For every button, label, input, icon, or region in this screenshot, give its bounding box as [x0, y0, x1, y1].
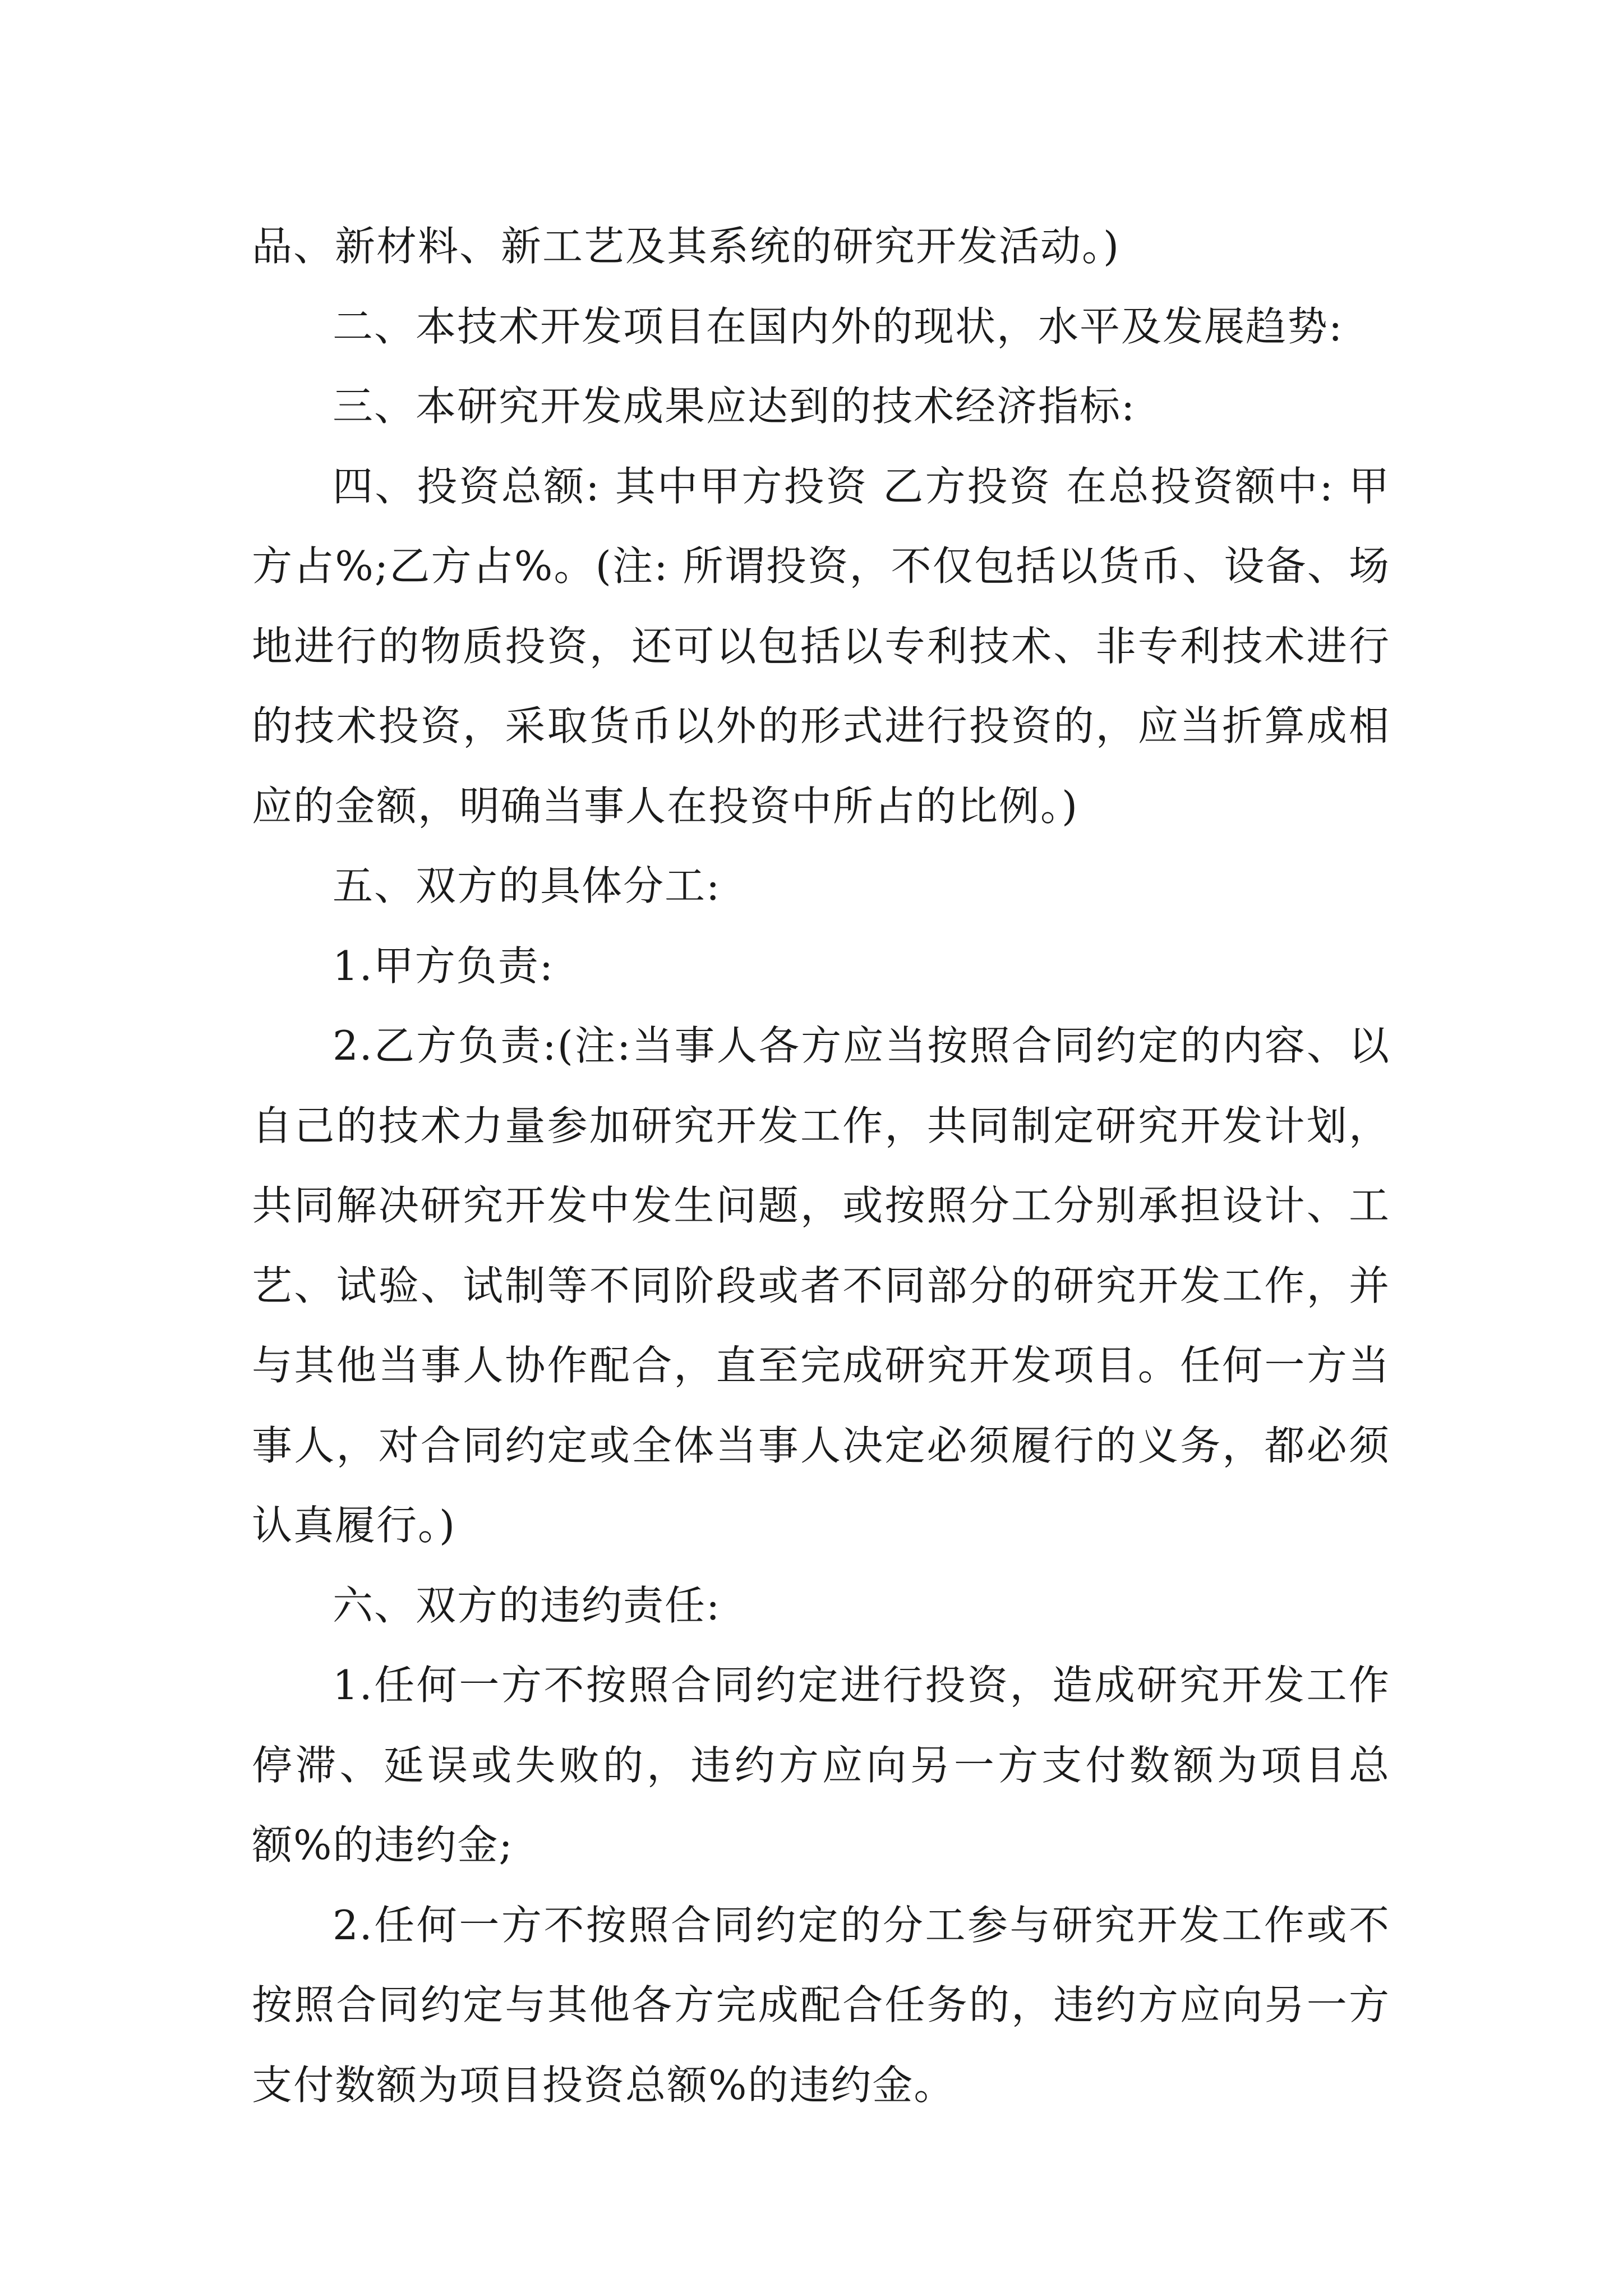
- paragraph-section-5-item-1: 1.甲方负责:: [333, 942, 554, 990]
- paragraph-section-6-item-1: 1.任何一方不按照合同约定进行投资，造成研究开发工作停滞、延误或失败的，违约方应向另一方支付数额为项目总额%的违约金;: [252, 1662, 1390, 1869]
- paragraph-section-6-item-2: 2.任何一方不按照合同约定的分工参与研究开发工作或不按照合同约定与其他各方完成配合任务的，违约方应向另一方支付数额为项目投资总额%的违约金。: [252, 1901, 1390, 2109]
- paragraph-section-2: 二、本技术开发项目在国内外的现状，水平及发展趋势:: [333, 302, 1344, 350]
- paragraph-continuation: 品、新材料、新工艺及其系统的研究开发活动。): [252, 223, 1121, 270]
- paragraph-section-3: 三、本研究开发成果应达到的技术经济指标:: [333, 383, 1136, 430]
- paragraph-section-5: 五、双方的具体分工:: [333, 862, 721, 909]
- paragraph-section-6: 六、双方的违约责任:: [333, 1581, 721, 1629]
- paragraph-section-5-item-2: 2.乙方负责:(注:当事人各方应当按照合同约定的内容、以自己的技术力量参加研究开发工作，共同制定研究开发计划，共同解决研究开发中发生问题，或按照分工分别承担设计、工艺、试验、试制等不同阶段或者不同部分的研究开发工作，并与其他当事人协作配合，直至完成研究开发项目。任何一方当事人，对合同约定或全体当事人决定必须履行的义务，都必须认真履行。): [252, 1022, 1390, 1549]
- paragraph-section-4: 四、投资总额: 其中甲方投资 乙方投资 在总投资额中: 甲方占%;乙方占%。(注: 所谓投资，不仅包括以货币、设备、场地进行的物质投资，还可以包括以专利技术、非专利技术进行的技术投资，采取货币以外的形式进行投资的，应当折算成相应的金额，明确当事人在投资中所占的比例。): [252, 462, 1390, 830]
- document-body: [252, 206, 1390, 2125]
